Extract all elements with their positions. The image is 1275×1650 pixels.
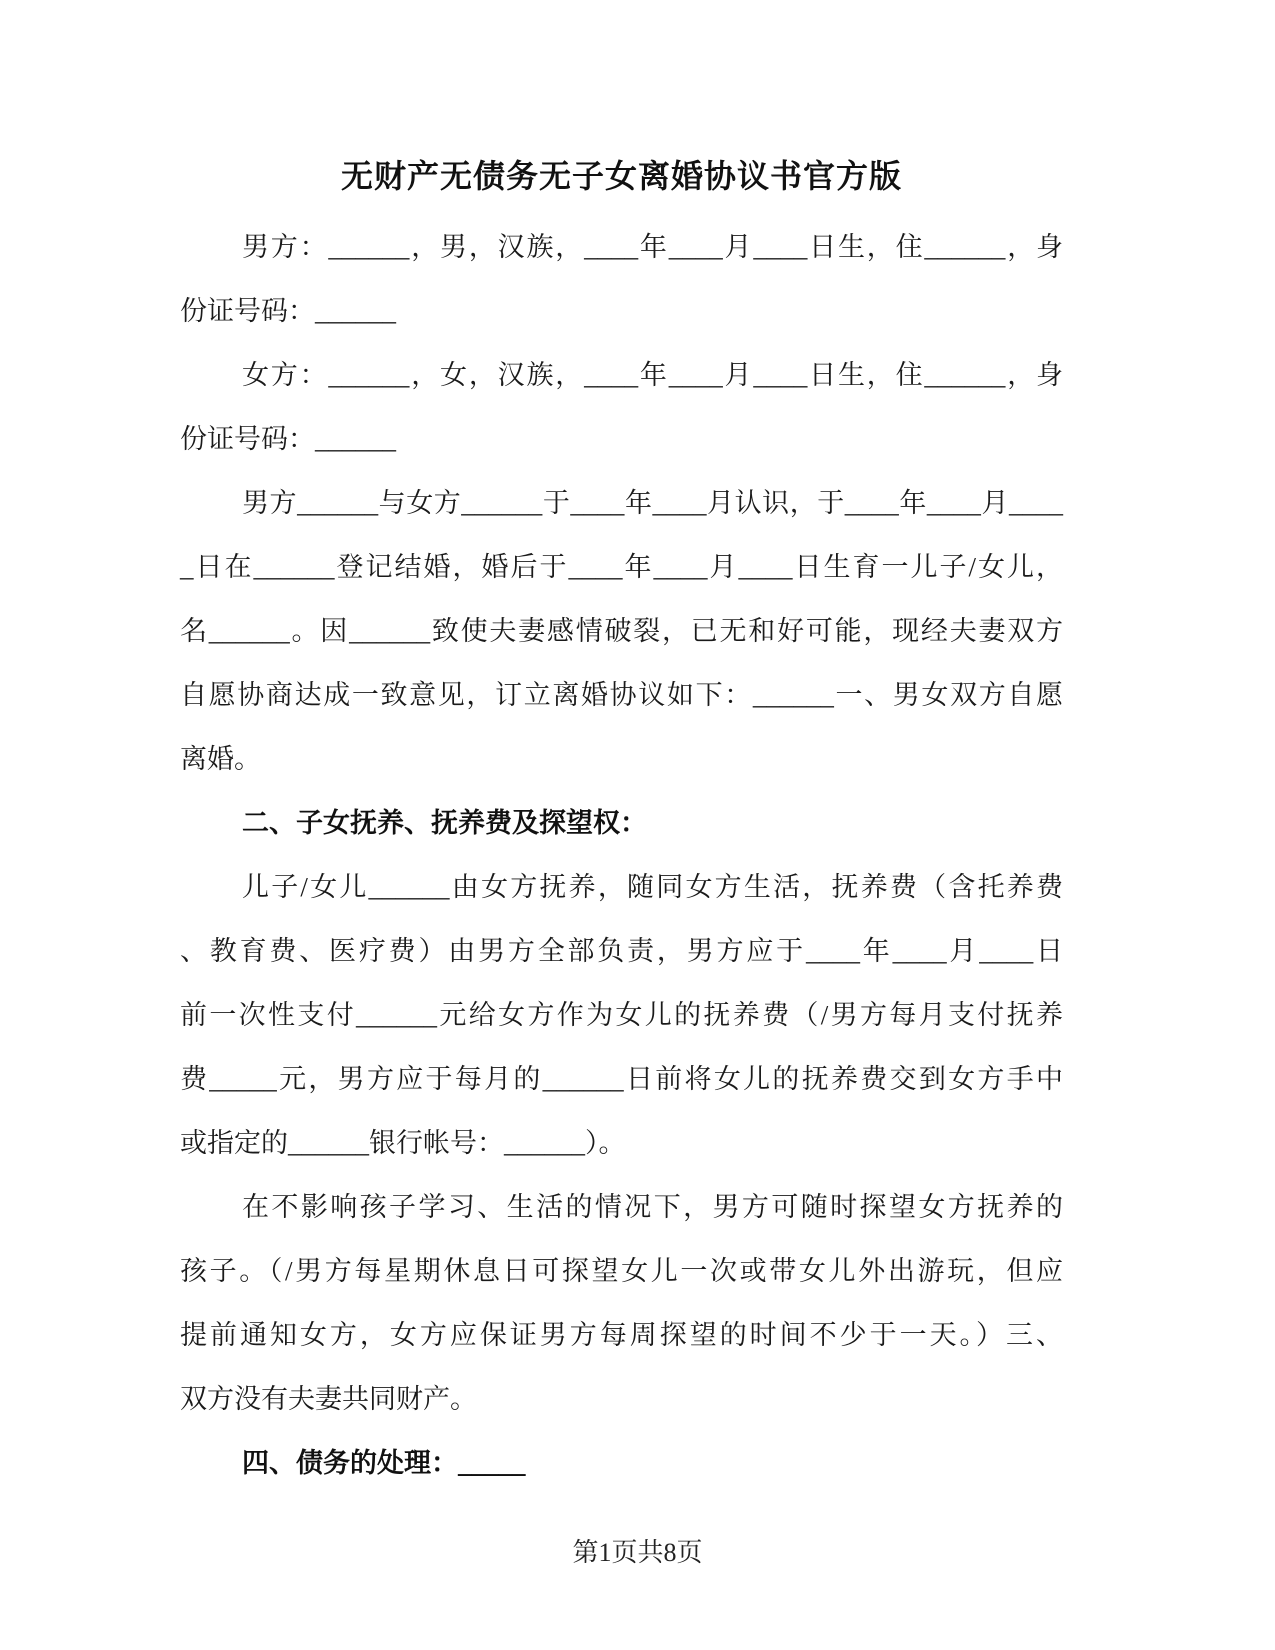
- document-line: 、教育费、医疗费）由男方全部负责，男方应于____年____月____日: [180, 936, 1063, 966]
- document-line: 女方：______，女，汉族，____年____月____日生，住______，身: [242, 360, 1063, 390]
- document-line: 份证号码：______: [180, 296, 396, 326]
- document-line: 男方：______，男，汉族，____年____月____日生，住______，身: [242, 232, 1063, 262]
- document-line: 在不影响孩子学习、生活的情况下，男方可随时探望女方抚养的: [242, 1192, 1063, 1222]
- document-line: 自愿协商达成一致意见，订立离婚协议如下：______一、男女双方自愿: [180, 680, 1063, 710]
- document-line: 二、子女抚养、抚养费及探望权：: [242, 808, 647, 838]
- document-line: 份证号码：______: [180, 424, 396, 454]
- document-line: 前一次性支付______元给女方作为女儿的抚养费（/男方每月支付抚养: [180, 1000, 1063, 1030]
- document-line: 双方没有夫妻共同财产。: [180, 1384, 477, 1414]
- document-title: 无财产无债务无子女离婚协议书官方版: [340, 158, 902, 194]
- document-line: 孩子。（/男方每星期休息日可探望女儿一次或带女儿外出游玩，但应: [180, 1256, 1063, 1286]
- document-line: 男方______与女方______于____年____月认识，于____年____月____: [242, 488, 1063, 518]
- document-line: 费_____元，男方应于每月的______日前将女儿的抚养费交到女方手中: [180, 1064, 1063, 1094]
- document-line: 四、债务的处理：_____: [242, 1448, 526, 1478]
- document-line: 或指定的______银行帐号：______）。: [180, 1128, 626, 1158]
- document-body: [180, 215, 1063, 1495]
- document-line: _日在______登记结婚，婚后于____年____月____日生育一儿子/女儿，: [180, 552, 1063, 582]
- document-line: 儿子/女儿______由女方抚养，随同女方生活，抚养费（含托养费: [242, 872, 1063, 902]
- document-line: 名______。因______致使夫妻感情破裂，已无和好可能，现经夫妻双方: [180, 616, 1063, 646]
- page-number-footer: 第1页共8页: [572, 1538, 703, 1567]
- document-line: 离婚。: [180, 744, 261, 774]
- document-line: 提前通知女方，女方应保证男方每周探望的时间不少于一天。）三、: [180, 1320, 1063, 1350]
